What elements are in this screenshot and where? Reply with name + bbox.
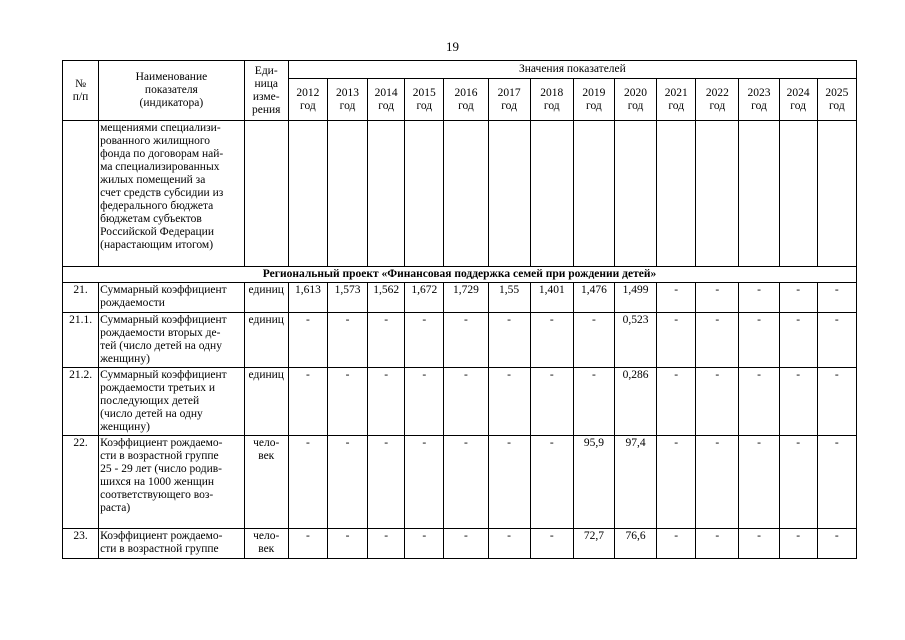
header-year: 2018 год bbox=[530, 79, 573, 121]
value-cell: - bbox=[739, 313, 779, 368]
value-cell: - bbox=[739, 436, 779, 529]
continuation-no bbox=[63, 121, 99, 267]
unit-cell: чело- век bbox=[244, 529, 288, 559]
value-cell: - bbox=[530, 313, 573, 368]
value-cell: - bbox=[488, 436, 530, 529]
indicator-name: Суммарный коэффициент рождаемости bbox=[99, 283, 245, 313]
value-cell: - bbox=[288, 529, 327, 559]
value-cell: 0,286 bbox=[614, 368, 656, 436]
value-cell: - bbox=[444, 313, 488, 368]
header-year: 2016 год bbox=[444, 79, 488, 121]
header-values-title: Значения показателей bbox=[288, 61, 856, 79]
value-cell: - bbox=[657, 283, 696, 313]
value-cell: 1,573 bbox=[327, 283, 367, 313]
indicator-name: Суммарный коэффициент рождаемости вторых де- тей (число детей на одну женщину) bbox=[99, 313, 245, 368]
indicators-table bbox=[62, 60, 857, 559]
unit-cell: единиц bbox=[244, 313, 288, 368]
value-cell: 1,476 bbox=[573, 283, 614, 313]
value-cell bbox=[488, 121, 530, 267]
value-cell: - bbox=[288, 313, 327, 368]
continuation-unit bbox=[244, 121, 288, 267]
value-cell: - bbox=[444, 368, 488, 436]
value-cell: - bbox=[405, 529, 444, 559]
value-cell: - bbox=[368, 368, 405, 436]
value-cell: - bbox=[696, 313, 739, 368]
value-cell: - bbox=[696, 436, 739, 529]
value-cell: - bbox=[817, 529, 856, 559]
header-year: 2024 год bbox=[779, 79, 817, 121]
value-cell: 1,562 bbox=[368, 283, 405, 313]
value-cell: - bbox=[368, 529, 405, 559]
continuation-name: мещениями специализи- рованного жилищного фонда по договорам най- ма специализированных жилых помещений за счет средств субсидии из федерального бюджета бюджетам субъектов Российской Федерации (нарастающим итогом) bbox=[99, 121, 245, 267]
value-cell: - bbox=[696, 368, 739, 436]
indicator-name: Суммарный коэффициент рождаемости третьих и последующих детей (число детей на одну женщину) bbox=[99, 368, 245, 436]
value-cell: - bbox=[530, 529, 573, 559]
indicator-name: Коэффициент рождаемо- сти в возрастной группе bbox=[99, 529, 245, 559]
value-cell: - bbox=[405, 313, 444, 368]
value-cell: - bbox=[779, 313, 817, 368]
value-cell: - bbox=[817, 436, 856, 529]
value-cell bbox=[405, 121, 444, 267]
value-cell: - bbox=[488, 313, 530, 368]
value-cell: - bbox=[779, 436, 817, 529]
value-cell: 1,672 bbox=[405, 283, 444, 313]
header-year: 2012 год bbox=[288, 79, 327, 121]
header-no: № п/п bbox=[63, 61, 99, 121]
value-cell bbox=[444, 121, 488, 267]
value-cell: - bbox=[779, 529, 817, 559]
value-cell: - bbox=[288, 368, 327, 436]
row-number: 21.2. bbox=[63, 368, 99, 436]
value-cell: - bbox=[327, 436, 367, 529]
value-cell: 76,6 bbox=[614, 529, 656, 559]
value-cell: - bbox=[817, 368, 856, 436]
unit-cell: единиц bbox=[244, 368, 288, 436]
header-year: 2021 год bbox=[657, 79, 696, 121]
table-row bbox=[63, 368, 857, 436]
value-cell bbox=[573, 121, 614, 267]
header-unit: Еди- ница изме- рения bbox=[244, 61, 288, 121]
value-cell bbox=[696, 121, 739, 267]
header-year: 2022 год bbox=[696, 79, 739, 121]
value-cell: - bbox=[739, 368, 779, 436]
indicator-name: Коэффициент рождаемо- сти в возрастной группе 25 - 29 лет (число родив- шихся на 1000 женщин соответствующего воз- раста) bbox=[99, 436, 245, 529]
value-cell: - bbox=[739, 283, 779, 313]
value-cell: - bbox=[779, 283, 817, 313]
value-cell: - bbox=[405, 436, 444, 529]
value-cell: - bbox=[739, 529, 779, 559]
value-cell: - bbox=[530, 368, 573, 436]
header-year: 2019 год bbox=[573, 79, 614, 121]
value-cell: - bbox=[368, 313, 405, 368]
value-cell bbox=[614, 121, 656, 267]
value-cell bbox=[739, 121, 779, 267]
table-row bbox=[63, 436, 857, 529]
value-cell: - bbox=[696, 283, 739, 313]
value-cell: - bbox=[696, 529, 739, 559]
value-cell bbox=[368, 121, 405, 267]
value-cell: 97,4 bbox=[614, 436, 656, 529]
value-cell: - bbox=[573, 313, 614, 368]
value-cell: 72,7 bbox=[573, 529, 614, 559]
value-cell: 1,499 bbox=[614, 283, 656, 313]
value-cell: - bbox=[817, 313, 856, 368]
value-cell: 1,729 bbox=[444, 283, 488, 313]
value-cell: - bbox=[327, 368, 367, 436]
value-cell: 1,55 bbox=[488, 283, 530, 313]
value-cell: - bbox=[405, 368, 444, 436]
header-year: 2020 год bbox=[614, 79, 656, 121]
table-row bbox=[63, 529, 857, 559]
table-row bbox=[63, 313, 857, 368]
value-cell: - bbox=[488, 529, 530, 559]
header-year: 2025 год bbox=[817, 79, 856, 121]
value-cell: - bbox=[779, 368, 817, 436]
value-cell: - bbox=[444, 436, 488, 529]
value-cell: 1,401 bbox=[530, 283, 573, 313]
header-year: 2013 год bbox=[327, 79, 367, 121]
value-cell: - bbox=[488, 368, 530, 436]
table-row bbox=[63, 283, 857, 313]
page-number: 19 bbox=[446, 39, 459, 54]
value-cell: - bbox=[530, 436, 573, 529]
value-cell: - bbox=[327, 529, 367, 559]
value-cell bbox=[530, 121, 573, 267]
value-cell bbox=[779, 121, 817, 267]
row-number: 21.1. bbox=[63, 313, 99, 368]
value-cell: - bbox=[444, 529, 488, 559]
value-cell: - bbox=[288, 436, 327, 529]
value-cell: 1,613 bbox=[288, 283, 327, 313]
value-cell: - bbox=[817, 283, 856, 313]
value-cell: 95,9 bbox=[573, 436, 614, 529]
header-name: Наименование показателя (индикатора) bbox=[99, 61, 245, 121]
value-cell: - bbox=[368, 436, 405, 529]
header-year: 2015 год bbox=[405, 79, 444, 121]
unit-cell: единиц bbox=[244, 283, 288, 313]
value-cell: - bbox=[657, 313, 696, 368]
row-number: 22. bbox=[63, 436, 99, 529]
header-year: 2017 год bbox=[488, 79, 530, 121]
row-number: 23. bbox=[63, 529, 99, 559]
section-title: Региональный проект «Финансовая поддержка семей при рождении детей» bbox=[63, 267, 857, 283]
header-year: 2014 год bbox=[368, 79, 405, 121]
value-cell: - bbox=[657, 436, 696, 529]
value-cell bbox=[657, 121, 696, 267]
header-year: 2023 год bbox=[739, 79, 779, 121]
value-cell: - bbox=[657, 368, 696, 436]
value-cell: - bbox=[573, 368, 614, 436]
value-cell: - bbox=[327, 313, 367, 368]
row-number: 21. bbox=[63, 283, 99, 313]
value-cell: 0,523 bbox=[614, 313, 656, 368]
value-cell bbox=[817, 121, 856, 267]
value-cell: - bbox=[657, 529, 696, 559]
value-cell bbox=[327, 121, 367, 267]
unit-cell: чело- век bbox=[244, 436, 288, 529]
value-cell bbox=[288, 121, 327, 267]
